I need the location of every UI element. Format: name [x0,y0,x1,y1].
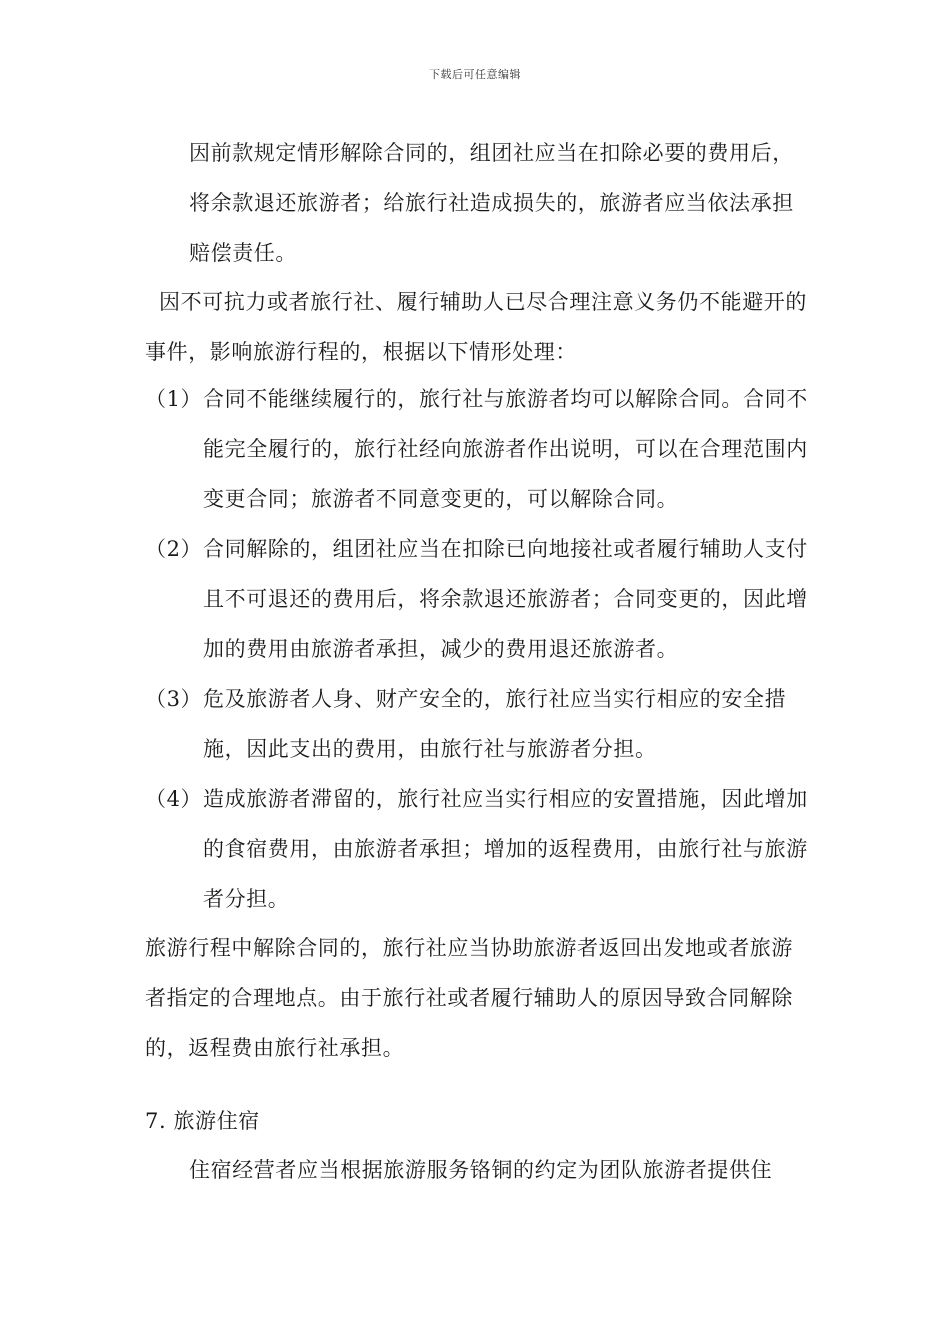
paragraph-force-majeure: 因不可抗力或者旅行社、履行辅助人已尽合理注意义务仍不能避开的事件，影响旅游行程的，根据以下情形处理： [145,290,807,364]
list-item [145,674,815,774]
list-item-number: （1） [145,387,203,411]
page-header: 下载后可任意编辑 [429,68,521,81]
paragraph-return-travel: 旅游行程中解除合同的，旅行社应当协助旅游者返回出发地或者旅游者指定的合理地点。由于旅行社或者履行辅助人的原因导致合同解除的，返程费由旅行社承担。 [145,936,793,1060]
list-item-text: 危及旅游者人身、财产安全的，旅行社应当实行相应的安全措施，因此支出的费用，由旅行社与旅游者分担。 [203,687,787,761]
list-item-text: 造成旅游者滞留的，旅行社应当实行相应的安置措施，因此增加的食宿费用，由旅游者承担；增加的返程费用，由旅行社与旅游者分担。 [203,787,808,911]
list-item [145,774,815,924]
list-item-text: 合同解除的，组团社应当在扣除已向地接社或者履行辅助人支付且不可退还的费用后，将余款退还旅游者；合同变更的，因此增加的费用由旅游者承担，减少的费用退还旅游者。 [203,537,808,661]
paragraph-termination-refund: 因前款规定情形解除合同的，组团社应当在扣除必要的费用后，将余款退还旅游者；给旅行社造成损失的，旅游者应当依法承担赔偿责任。 [189,141,794,265]
list-item [145,524,815,674]
list-item-number: （2） [145,537,203,561]
section-heading: 7. 旅游住宿 [145,1109,260,1133]
list-item-number: （3） [145,687,203,711]
list-item [145,374,815,524]
list-item-text: 合同不能继续履行的，旅行社与旅游者均可以解除合同。合同不能完全履行的，旅行社经向旅游者作出说明，可以在合理范围内变更合同；旅游者不同意变更的，可以解除合同。 [203,387,808,511]
list-item-number: （4） [145,787,203,811]
paragraph-accommodation: 住宿经营者应当根据旅游服务铬铜的约定为团队旅游者提供住 [189,1158,773,1182]
